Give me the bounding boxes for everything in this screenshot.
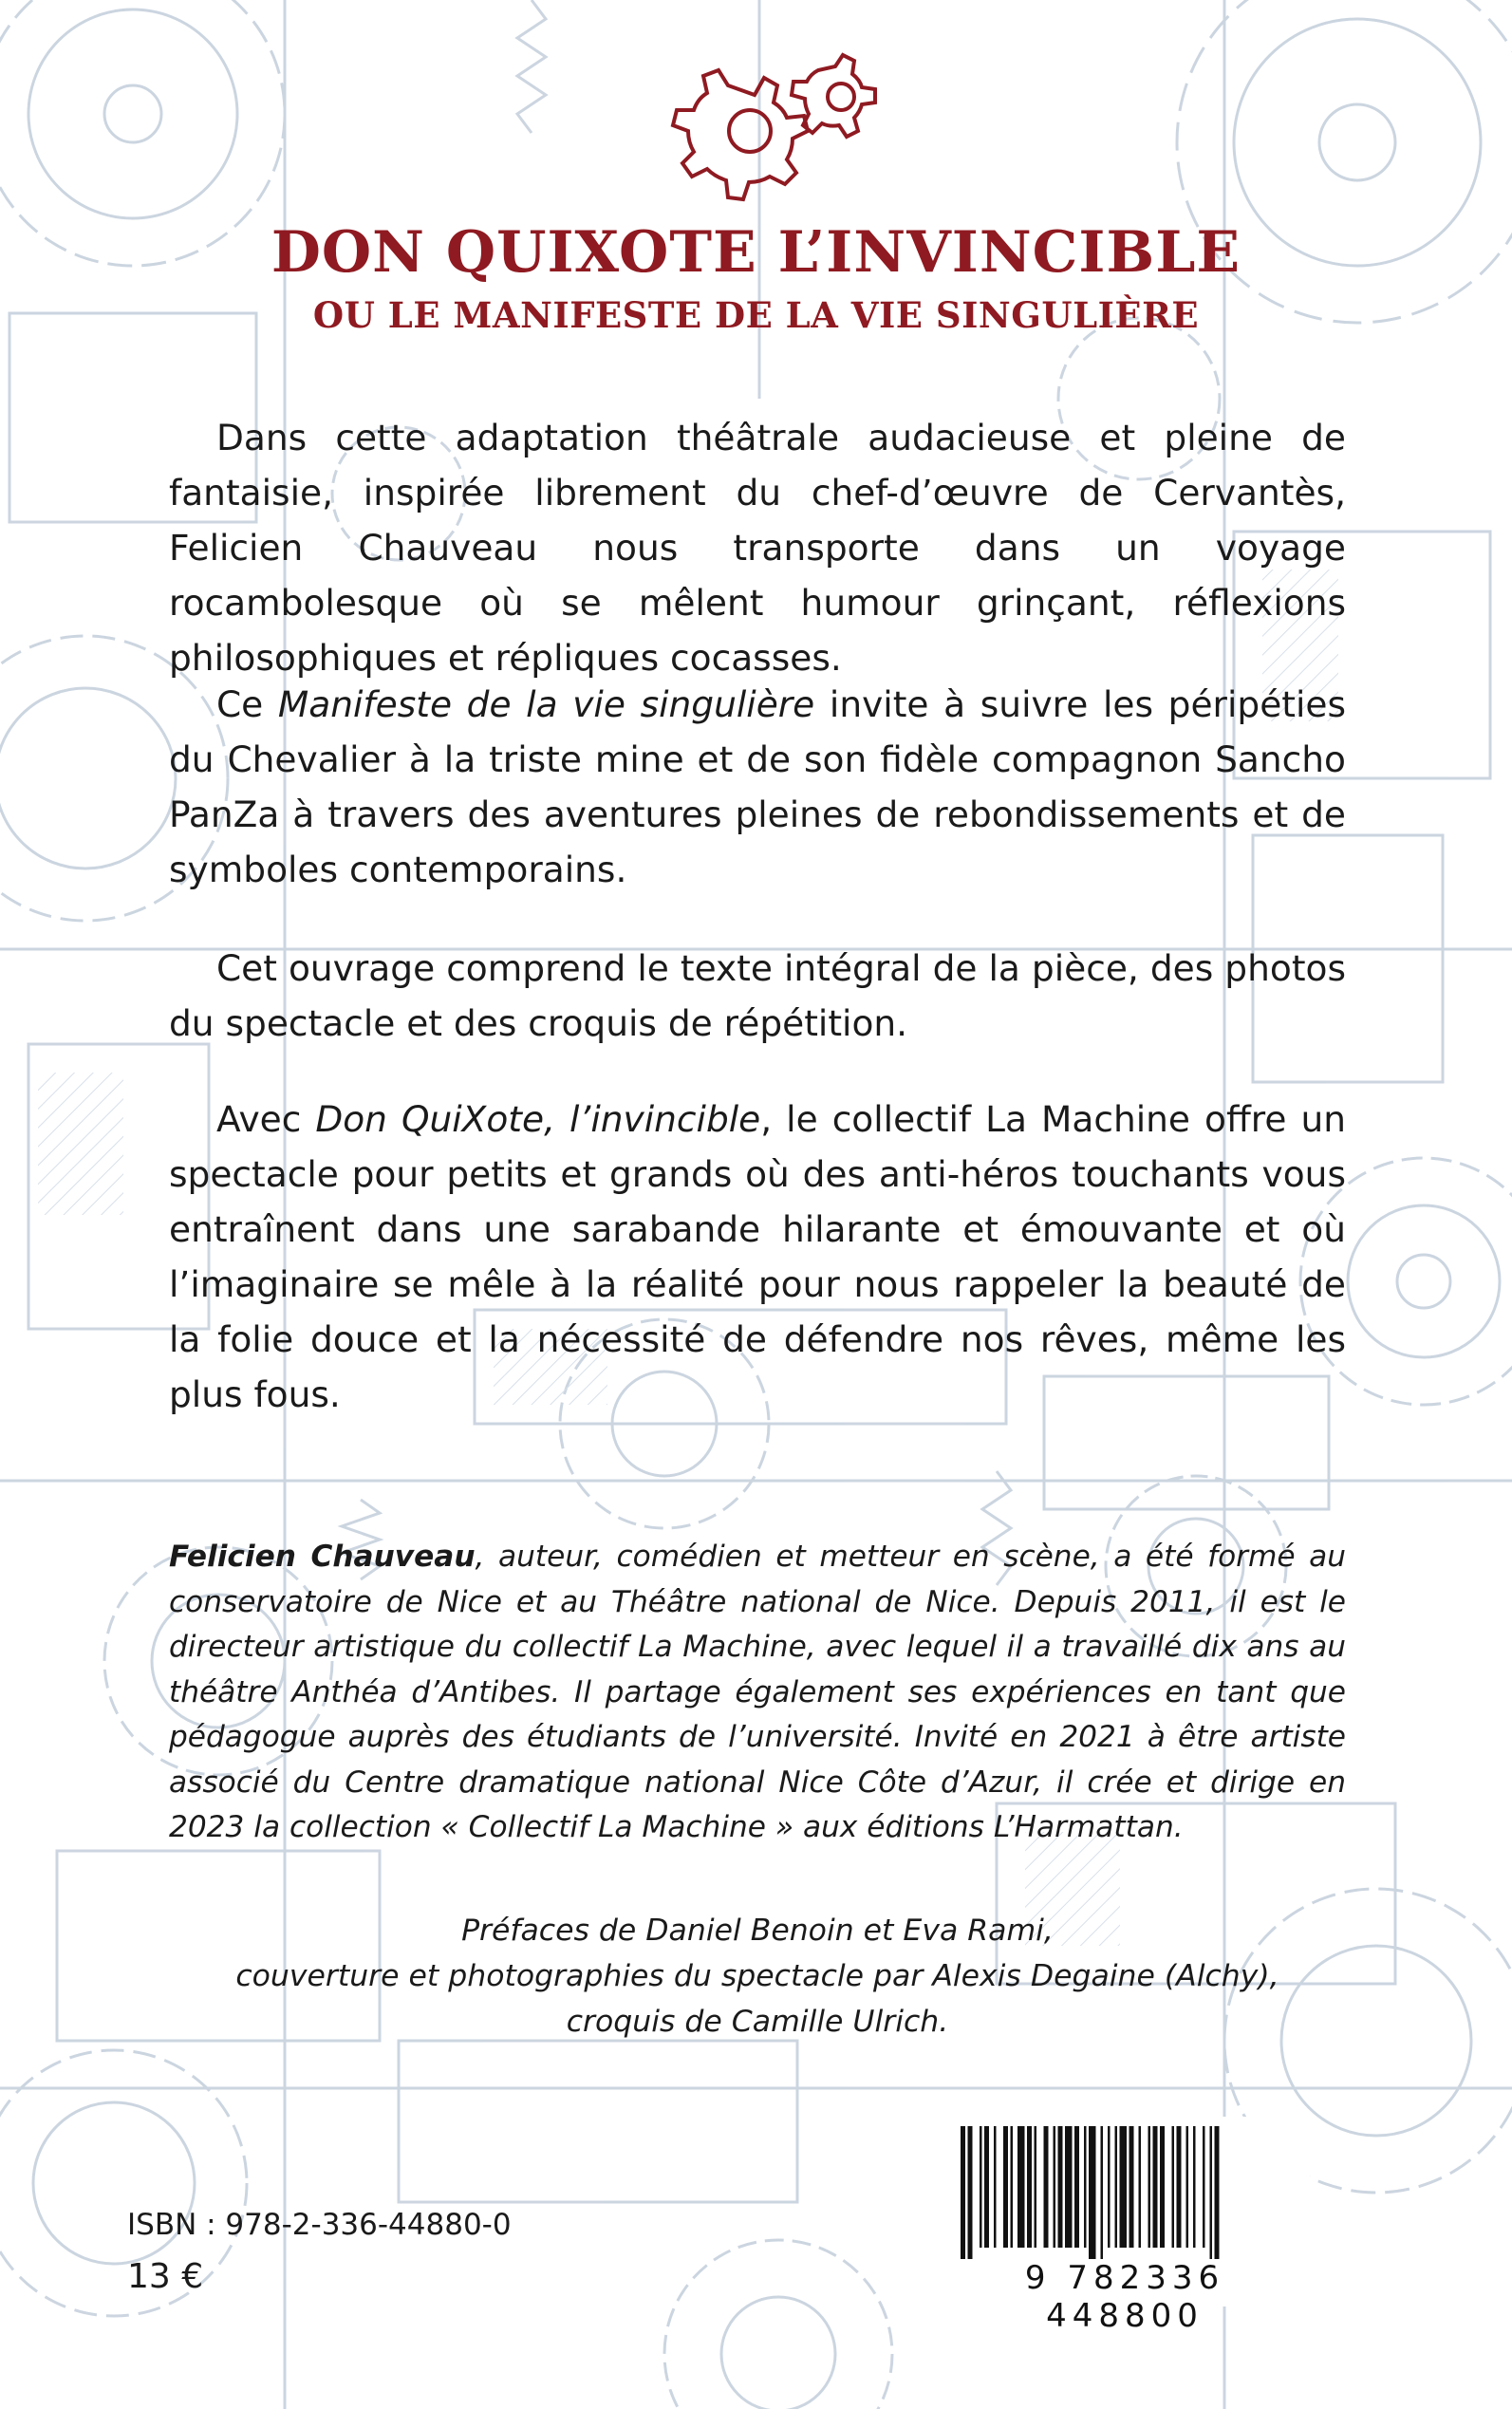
barcode-bar	[980, 2126, 982, 2248]
barcode-bar	[1193, 2126, 1196, 2248]
barcode-bar	[1177, 2126, 1182, 2248]
barcode-bar	[994, 2126, 997, 2248]
barcode-number: 9 782336 448800	[1024, 2259, 1225, 2335]
barcode-bar	[1035, 2126, 1037, 2248]
credits-line-3: croquis de Camille Ulrich.	[566, 2005, 949, 2039]
barcode-bar	[984, 2126, 989, 2248]
barcode-bar	[1044, 2126, 1049, 2248]
barcode-bar	[1153, 2126, 1158, 2248]
barcode-bar	[1215, 2126, 1220, 2259]
paragraph-text	[169, 677, 1346, 897]
paragraph-rest: , le collectif La Machine offre un spectacle pour petits et grands où des anti-héros touchants vous entraînent dans une sarabande hilarante et émouvante et où l’imaginaire se mêle à la réalité pour nous rappeler la beauté de la folie douce et la nécessité de défendre nos rêves, même les plus fous.	[169, 1098, 1346, 1415]
barcode-bar	[1148, 2126, 1151, 2248]
barcode-bar	[961, 2126, 965, 2259]
barcode-bar	[968, 2126, 973, 2259]
paragraph-text: Cet ouvrage comprend le texte intégral de la pièce, des photos du spectacle et des croquis de répétition.	[169, 947, 1346, 1044]
isbn-label: ISBN : 978-2-336-44880-0	[127, 2208, 512, 2242]
barcode-bar	[1139, 2126, 1142, 2248]
paragraph-text: Dans cette adaptation théâtrale audacieuse et pleine de fantaisie, inspirée librement du chef-d’œuvre de Cervantès, Felicien Chauveau nous transporte dans un voyage rocambolesque où se mêlent humour grinçant, réflexions philosophiques et répliques cocasses.	[169, 417, 1346, 679]
barcode-bar	[1074, 2126, 1079, 2248]
barcode-bar	[1129, 2126, 1134, 2248]
manifeste-title-italic: Manifeste de la vie singulière	[277, 683, 815, 725]
barcode-bar	[1203, 2126, 1205, 2248]
barcode-bar	[1011, 2126, 1014, 2248]
barcode-bar	[1115, 2126, 1118, 2248]
credits	[169, 1908, 1346, 2045]
paragraph-rest: invite à suivre les péripéties du Chevalier à la triste mine et de son fidèle compagnon Sancho PanZa à travers des aventures pleines de rebondissements et de symboles contemporains.	[169, 683, 1346, 890]
synopsis-paragraph-3	[169, 941, 1346, 1051]
bio-text	[169, 1535, 1346, 1851]
synopsis-paragraph-1	[169, 410, 1346, 685]
book-title: DON QUIXOTE L’INVINCIBLE	[271, 219, 1241, 286]
credits-line-1: Préfaces de Daniel Benoin et Eva Rami,	[461, 1914, 1054, 1948]
price-label: 13 €	[127, 2257, 204, 2296]
barcode-bar	[1058, 2126, 1063, 2248]
author-name: Felicien Chauveau	[169, 1540, 476, 1574]
barcode-bar	[1160, 2126, 1165, 2248]
barcode-bar	[1054, 2126, 1056, 2248]
barcode	[940, 2117, 1310, 2335]
barcode-bar	[1186, 2126, 1189, 2248]
barcode-bar	[1210, 2126, 1213, 2259]
barcode-bar	[1120, 2126, 1128, 2248]
barcode-bar	[1003, 2126, 1008, 2248]
barcode-bar	[1065, 2126, 1073, 2248]
book-subtitle: OU LE MANIFESTE DE LA VIE SINGULIÈRE	[312, 294, 1200, 336]
barcode-bar	[1172, 2126, 1175, 2248]
bio-body: , auteur, comédien et metteur en scène, a été formé au conservatoire de Nice et au Théâtre national de Nice. Depuis 2011, il est le directeur artistique du collectif La Machine, avec lequel il a travaillé dix ans au théâtre Anthéa d’Antibes. Il partage également ses expériences en tant que pédagogue auprès des étudiants de l’université. Invité en 2021 à être artiste associé du Centre dramatique national Nice Côte d’Azur, il crée et dirige en 2023 la collection « Collectif La Machine » aux éditions L’Harmattan.	[169, 1540, 1347, 1844]
synopsis-paragraph-2	[169, 677, 1346, 897]
paragraph-lead: Avec	[216, 1098, 316, 1140]
credits-line-2: couverture et photographies du spectacle par Alexis Degaine (Alchy),	[235, 1959, 1279, 1993]
barcode-bar	[1089, 2126, 1096, 2259]
paragraph-lead: Ce	[216, 683, 278, 725]
barcode-bars-icon	[959, 2126, 1293, 2259]
barcode-bar	[1101, 2126, 1104, 2259]
barcode-bar	[1027, 2126, 1032, 2248]
gears-logo-icon	[617, 38, 892, 209]
paragraph-text	[169, 1092, 1346, 1422]
barcode-bar	[1108, 2126, 1111, 2248]
barcode-bar	[1017, 2126, 1025, 2248]
synopsis-paragraph-4	[169, 1092, 1346, 1422]
barcode-bar	[1084, 2126, 1087, 2248]
play-title-italic: Don QuiXote, l’invincible	[315, 1098, 761, 1140]
author-bio	[169, 1535, 1346, 1851]
